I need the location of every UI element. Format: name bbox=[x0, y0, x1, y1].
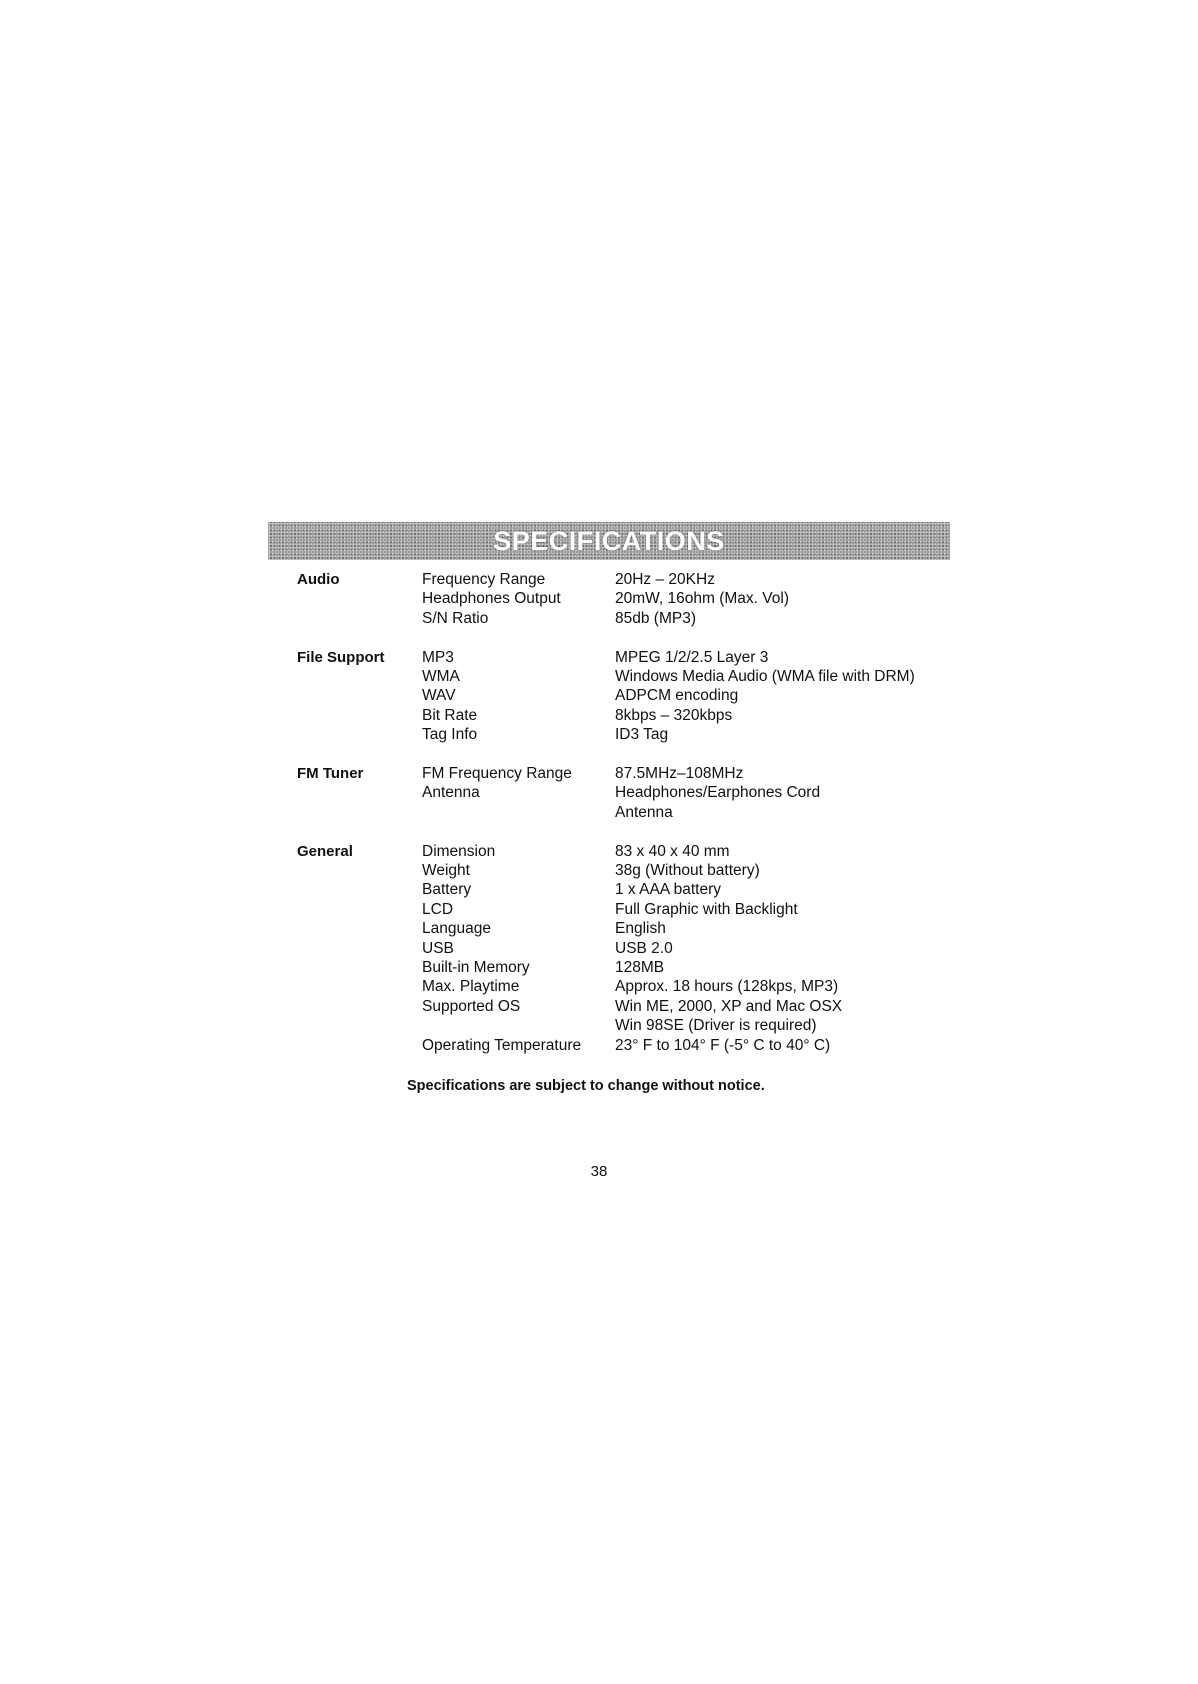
spec-value: MPEG 1/2/2.5 Layer 3 bbox=[615, 648, 769, 666]
section-name: Audio bbox=[297, 571, 340, 588]
spec-label: LCD bbox=[422, 900, 454, 918]
spec-value: Approx. 18 hours (128kps, MP3) bbox=[615, 978, 839, 996]
spec-label: WMA bbox=[422, 668, 460, 686]
spec-row bbox=[422, 900, 957, 919]
spec-label: Frequency Range bbox=[422, 571, 546, 588]
spec-value: Full Graphic with Backlight bbox=[615, 900, 798, 918]
spec-label bbox=[422, 803, 615, 822]
spec-value: English bbox=[615, 920, 666, 938]
spec-value: Headphones/Earphones Cord bbox=[615, 784, 821, 802]
spec-value: 8kbps – 320kbps bbox=[615, 706, 733, 724]
spec-value: Antenna bbox=[615, 803, 673, 821]
spec-row bbox=[422, 686, 957, 705]
spec-row bbox=[422, 919, 957, 938]
spec-row bbox=[422, 589, 957, 608]
spec-label: Built-in Memory bbox=[422, 959, 530, 977]
spec-value: 20mW, 16ohm (Max. Vol) bbox=[615, 590, 790, 608]
spec-value: 87.5MHz–108MHz bbox=[615, 765, 744, 783]
spec-label: FM Frequency Range bbox=[422, 765, 572, 783]
spec-value: ID3 Tag bbox=[615, 726, 669, 744]
spec-value: ADPCM encoding bbox=[615, 687, 739, 705]
spec-row bbox=[422, 842, 957, 861]
spec-label: WAV bbox=[422, 687, 456, 705]
spec-row bbox=[422, 939, 957, 958]
change-notice: Specifications are subject to change without notice. bbox=[407, 1078, 765, 1094]
spec-value: 128MB bbox=[615, 959, 665, 977]
spec-label: Operating Temperature bbox=[422, 1036, 582, 1054]
spec-row bbox=[422, 977, 957, 996]
spec-row bbox=[422, 783, 957, 802]
section-rows bbox=[422, 842, 957, 1055]
page-number: 38 bbox=[590, 1163, 608, 1180]
section-rows bbox=[422, 764, 957, 822]
spec-value: 23° F to 104° F (-5° C to 40° C) bbox=[615, 1036, 831, 1054]
spec-row bbox=[422, 803, 957, 822]
section-audio bbox=[297, 570, 957, 628]
spec-label: S/N Ratio bbox=[422, 609, 489, 627]
spec-label: Bit Rate bbox=[422, 706, 478, 724]
spec-row bbox=[422, 861, 957, 880]
spec-value: Windows Media Audio (WMA file with DRM) bbox=[615, 668, 915, 686]
spec-label: MP3 bbox=[422, 648, 454, 666]
section-name: File Support bbox=[297, 648, 385, 666]
spec-row bbox=[422, 1016, 957, 1035]
spec-row bbox=[422, 648, 957, 667]
spec-label bbox=[422, 1016, 615, 1035]
spec-value: 85db (MP3) bbox=[615, 609, 696, 627]
section-name: General bbox=[297, 842, 353, 860]
spec-row bbox=[422, 997, 957, 1016]
spec-value: USB 2.0 bbox=[615, 939, 673, 957]
spec-label: Antenna bbox=[422, 784, 480, 802]
section-fm-tuner bbox=[297, 764, 957, 822]
spec-row bbox=[422, 1036, 957, 1055]
spec-label: Dimension bbox=[422, 842, 496, 860]
spec-value: 38g (Without battery) bbox=[615, 862, 760, 880]
spec-label: Language bbox=[422, 920, 491, 938]
section-general bbox=[297, 842, 957, 1055]
section-rows bbox=[422, 648, 957, 745]
section-file-support bbox=[297, 648, 957, 745]
page-title: SPECIFICATIONS bbox=[493, 525, 725, 556]
spec-value: Win 98SE (Driver is required) bbox=[615, 1017, 817, 1035]
spec-value: Win ME, 2000, XP and Mac OSX bbox=[615, 997, 843, 1015]
spec-label: USB bbox=[422, 939, 454, 957]
spec-row bbox=[422, 667, 957, 686]
spec-row bbox=[422, 880, 957, 899]
spec-row bbox=[422, 609, 957, 628]
spec-row bbox=[422, 958, 957, 977]
section-rows bbox=[422, 570, 957, 628]
section-name: FM Tuner bbox=[297, 765, 364, 783]
specifications-banner bbox=[268, 522, 950, 560]
spec-label: Tag Info bbox=[422, 726, 478, 744]
spec-value: 20Hz – 20KHz bbox=[615, 571, 715, 588]
spec-value: 83 x 40 x 40 mm bbox=[615, 842, 730, 860]
specifications-table bbox=[297, 570, 957, 1075]
spec-value: 1 x AAA battery bbox=[615, 881, 721, 899]
spec-row bbox=[422, 764, 957, 783]
spec-label: Headphones Output bbox=[422, 590, 561, 608]
spec-row bbox=[422, 725, 957, 744]
spec-row bbox=[422, 570, 957, 589]
spec-label: Weight bbox=[422, 862, 470, 880]
spec-label: Supported OS bbox=[422, 997, 521, 1015]
spec-row bbox=[422, 706, 957, 725]
spec-label: Max. Playtime bbox=[422, 978, 520, 996]
spec-label: Battery bbox=[422, 881, 472, 899]
